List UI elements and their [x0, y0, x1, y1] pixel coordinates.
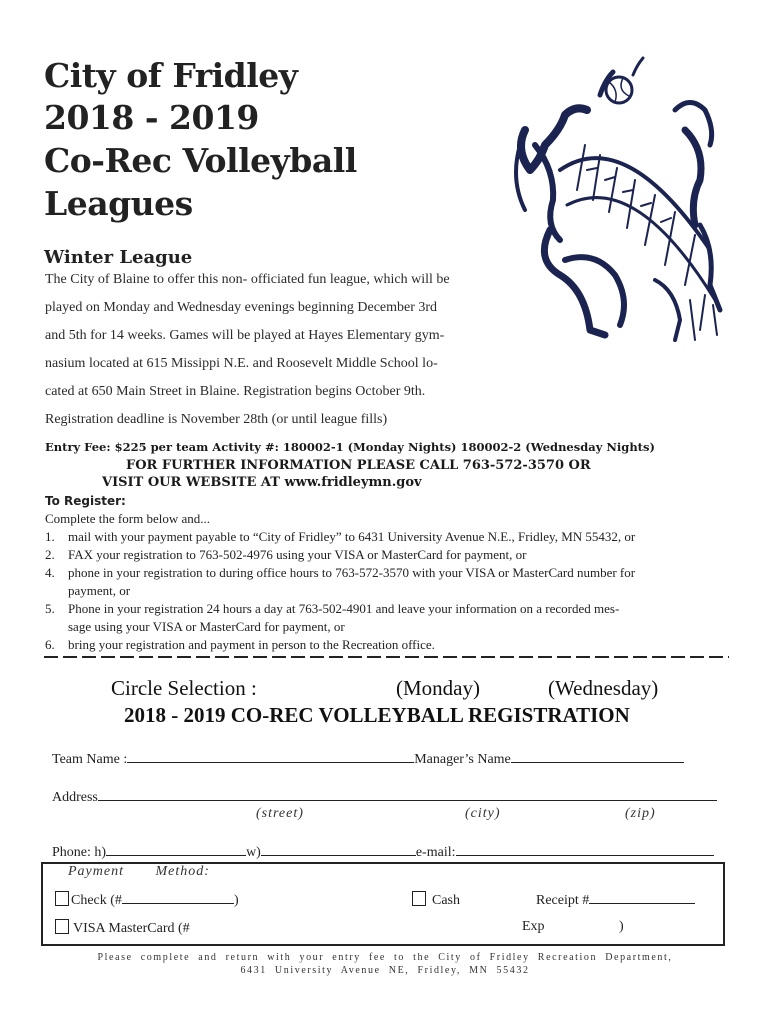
register-item-4: 4. phone in your registration to during office hours to 763-572-3570 with your VISA or MasterCard number for [45, 565, 636, 580]
register-item-5-cont: sage using your VISA or MasterCard for payment, or [68, 619, 345, 634]
email-label: e-mail: [415, 845, 456, 860]
check-checkbox[interactable] [55, 891, 69, 906]
register-item-1: 1. mail with your payment payable to “City of Fridley” to 6431 University Avenue N.E., Fridley, MN 55432, or [45, 529, 636, 544]
monday-option[interactable]: (Monday) [396, 676, 480, 700]
city-label: (city) [465, 806, 501, 821]
managers-name-field[interactable] [511, 750, 684, 763]
team-name-field[interactable] [127, 750, 414, 763]
team-name-row [52, 750, 684, 768]
description-line-3: and 5th for 14 weeks. Games will be played at Hayes Elementary gym- [45, 328, 445, 343]
check-number-field[interactable] [122, 891, 234, 904]
receipt-number-field[interactable] [589, 891, 695, 904]
cash-label: Cash [432, 893, 460, 908]
payment-method-label: Payment Method: [68, 864, 210, 879]
volleyball-player-illustration [505, 50, 730, 345]
description-line-2: played on Monday and Wednesday evenings beginning December 3rd [45, 300, 438, 315]
email-field[interactable] [456, 843, 714, 856]
registration-title: 2018 - 2019 CO-REC VOLLEYBALL REGISTRATION [124, 703, 630, 727]
description-line-6: Registration deadline is November 28th (or until league fills) [45, 412, 388, 427]
info-line-1: FOR FURTHER INFORMATION PLEASE CALL 763-572-3570 OR [126, 458, 591, 473]
address-field[interactable] [98, 788, 717, 801]
register-heading: To Register: [45, 494, 126, 508]
team-name-label: Team Name : [52, 752, 128, 767]
circle-selection-label: Circle Selection : [111, 676, 257, 700]
phone-row [52, 843, 714, 861]
info-line-2: VISIT OUR WEBSITE AT www.fridleymn.gov [102, 475, 422, 490]
home-phone-label: Phone: h) [52, 845, 107, 860]
entry-fee-line: Entry Fee: $225 per team Activity #: 180002-1 (Monday Nights) 180002-2 (Wednesday Nights) [45, 440, 655, 454]
cash-checkbox[interactable] [412, 891, 426, 906]
street-label: (street) [256, 806, 304, 821]
home-phone-field[interactable] [106, 843, 246, 856]
cut-line-divider [44, 656, 729, 658]
receipt-row [536, 891, 695, 909]
register-intro: Complete the form below and... [45, 511, 210, 526]
visa-mastercard-label: VISA MasterCard (# [73, 921, 190, 936]
managers-name-label: Manager’s Name [414, 752, 511, 767]
address-row [52, 788, 717, 806]
footer-line-2: 6431 University Avenue NE, Fridley, MN 55432 [240, 965, 530, 976]
footer-line-1: Please complete and return with your entry fee to the City of Fridley Recreation Department, [97, 952, 673, 963]
check-close-paren: ) [233, 893, 239, 908]
address-label: Address [52, 790, 98, 805]
register-item-6: 6. bring your registration and payment in person to the Recreation office. [45, 637, 435, 652]
exp-close-paren: ) [619, 919, 624, 934]
check-label: Check (# [71, 893, 122, 908]
wednesday-option[interactable]: (Wednesday) [548, 676, 659, 700]
work-phone-label: w) [246, 845, 261, 860]
zip-label: (zip) [625, 806, 656, 821]
register-item-2: 2. FAX your registration to 763-502-4976 using your VISA or MasterCard for payment, or [45, 547, 527, 562]
visa-mastercard-checkbox[interactable] [55, 919, 69, 934]
description-line-4: nasium located at 615 Missippi N.E. and Roosevelt Middle School lo- [45, 356, 438, 371]
title-line-4: Leagues [44, 184, 193, 223]
work-phone-field[interactable] [261, 843, 416, 856]
check-row [55, 891, 239, 909]
title-line-3: Co-Rec Volleyball [44, 141, 357, 180]
card-row [55, 919, 190, 937]
title-line-2: 2018 - 2019 [44, 98, 259, 137]
description-line-1: The City of Blaine to offer this non- officiated fun league, which will be [45, 272, 450, 287]
receipt-label: Receipt # [536, 893, 590, 908]
cash-row [412, 891, 460, 909]
league-subtitle: Winter League [44, 247, 193, 268]
description-line-5: cated at 650 Main Street in Blaine. Registration begins October 9th. [45, 384, 426, 399]
register-item-4-cont: payment, or [68, 583, 131, 598]
exp-label: Exp [522, 919, 545, 934]
title-line-1: City of Fridley [44, 56, 298, 95]
register-item-5: 5. Phone in your registration 24 hours a day at 763-502-4901 and leave your information on a recorded mes- [45, 601, 620, 616]
